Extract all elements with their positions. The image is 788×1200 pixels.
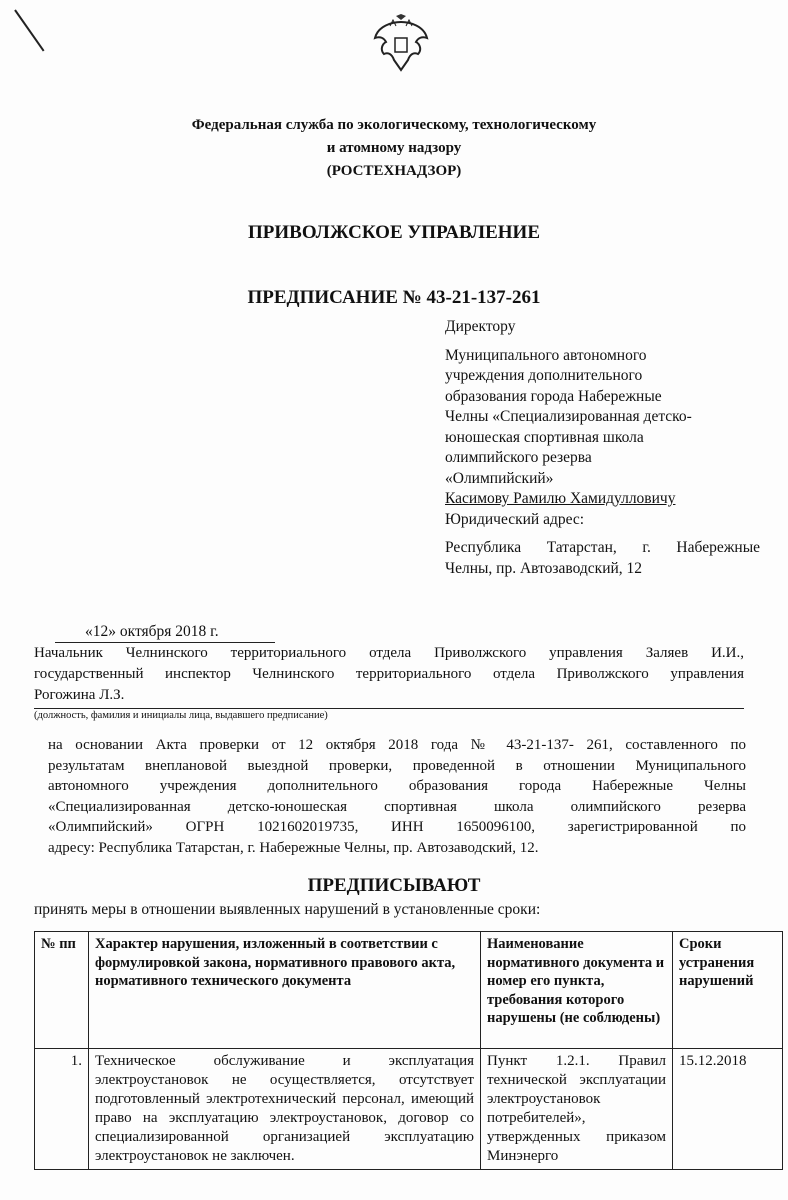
header-norm: Наименование нормативного документа и номер его пункта, требования которого нарушены (не соблюдены) bbox=[481, 932, 673, 1049]
scan-mark bbox=[14, 9, 44, 51]
issuer-line: государственный инспектор Челнинского территориального отдела Приволжского управления bbox=[34, 666, 744, 682]
legal-address-label: Юридический адрес: bbox=[445, 510, 585, 528]
table-row bbox=[35, 1049, 783, 1170]
issuer-block bbox=[34, 643, 744, 706]
addressee-org-line: юношеская спортивная школа bbox=[445, 428, 644, 446]
basis-line: «Олимпийский» ОГРН 1021602019735, ИНН 1650096100, зарегистрированной по bbox=[48, 819, 746, 836]
addressee-name: Касимову Рамилю Хамидулловичу bbox=[445, 490, 676, 507]
order-title: ПРЕДПИСЫВАЮТ bbox=[307, 875, 481, 896]
basis-line: адресу: Республика Татарстан, г. Набережные Челны, пр. Автозаводский, 12. bbox=[48, 839, 539, 856]
violations-table bbox=[34, 931, 783, 1170]
addressee-org-line: олимпийского резерва bbox=[445, 449, 592, 466]
addressee-block bbox=[445, 317, 760, 579]
basis-line: результатам внеплановой выездной проверки, проведенной в отношении Муниципального bbox=[48, 757, 746, 774]
division-title: ПРИВОЛЖСКОЕ УПРАВЛЕНИЕ bbox=[248, 222, 540, 243]
basis-line: на основании Акта проверки от 12 октября 2018 года № 43-21-137- 261, составленного по bbox=[48, 737, 746, 753]
row-number: 1. bbox=[35, 1049, 89, 1170]
legal-address-line: Челны, пр. Автозаводский, 12 bbox=[445, 559, 643, 577]
issuer-line: Рогожина Л.З. bbox=[34, 687, 125, 703]
basis-line: «Специализированная детско-юношеская спортивная школа олимпийского резерва bbox=[48, 798, 746, 815]
row-violation: Техническое обслуживание и эксплуатация электроустановок не осуществляется, отсутствует подготовленный электротехнический персонал, имеющий право на эксплуатацию электроустановок, договор со специализированной организацией эксплуатацию электроустановок не заключен. bbox=[89, 1049, 481, 1170]
addressee-org-line: образования города Набережные bbox=[445, 387, 662, 405]
agency-short-name: (РОСТЕХНАДЗОР) bbox=[326, 163, 462, 179]
document-date: «12» октября 2018 г. bbox=[55, 622, 275, 643]
coat-of-arms-emblem bbox=[372, 14, 430, 76]
addressee-position: Директору bbox=[445, 318, 516, 335]
order-text: принять меры в отношении выявленных нарушений в установленные сроки: bbox=[34, 901, 541, 918]
issuer-line: Начальник Челнинского территориального отдела Приволжского управления Заляев И.И., bbox=[34, 645, 744, 661]
basis-paragraph bbox=[48, 735, 746, 859]
header-number: № пп bbox=[35, 932, 89, 1049]
agency-name-2: и атомному надзору bbox=[326, 140, 462, 156]
issuer-caption: (должность, фамилия и инициалы лица, выдавшего предписание) bbox=[34, 708, 744, 721]
addressee-org-line: Челны «Специализированная детско- bbox=[445, 408, 692, 425]
agency-name: Федеральная служба по экологическому, технологическому bbox=[191, 117, 597, 133]
row-norm: Пункт 1.2.1. Правил технической эксплуатации электроустановок потребителей», утвержденных приказом Минэнерго bbox=[481, 1049, 673, 1170]
header-violation: Характер нарушения, изложенный в соответствии с формулировкой закона, нормативного правового акта, нормативного технического документа bbox=[89, 932, 481, 1049]
basis-line: автономного учреждения дополнительного образования города Набережные Челны bbox=[48, 778, 746, 795]
legal-address-line: Республика Татарстан, г. Набережные bbox=[445, 539, 760, 556]
header-deadline: Сроки устранения нарушений bbox=[673, 932, 783, 1049]
addressee-org-line: «Олимпийский» bbox=[445, 469, 554, 487]
addressee-org-line: учреждения дополнительного bbox=[445, 367, 643, 384]
row-deadline: 15.12.2018 bbox=[673, 1049, 783, 1170]
addressee-org-line: Муниципального автономного bbox=[445, 346, 647, 364]
table-header-row bbox=[35, 932, 783, 1049]
document-title: ПРЕДПИСАНИЕ № 43-21-137-261 bbox=[247, 287, 541, 308]
